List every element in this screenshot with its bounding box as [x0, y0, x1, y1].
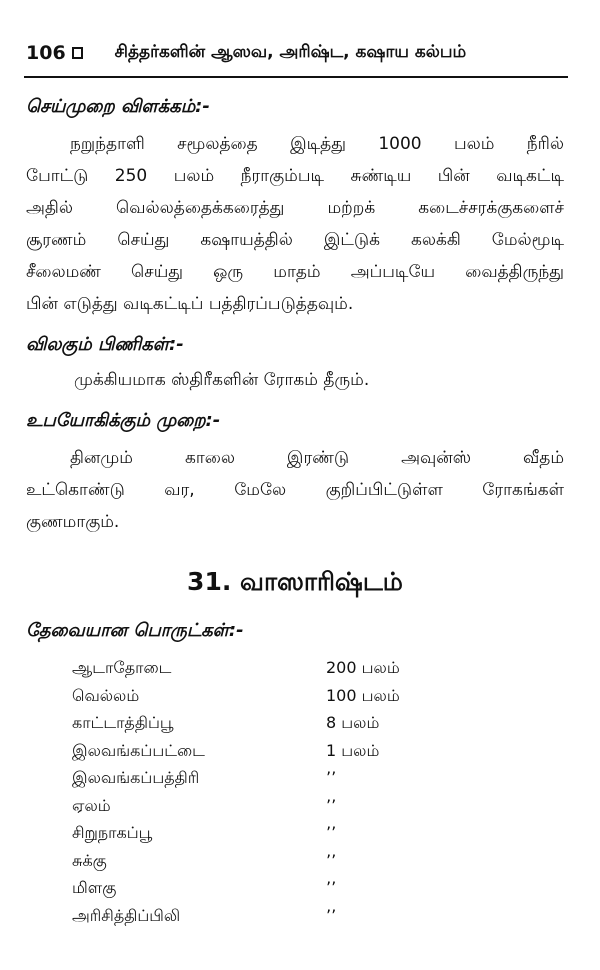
ingredient-name: ஏலம் — [72, 795, 111, 815]
ailments-heading: விலகும் பிணிகள்:- — [26, 334, 184, 355]
ingredient-name: சுக்கு — [72, 850, 107, 870]
list-item — [72, 764, 564, 792]
page-content — [26, 92, 564, 929]
list-item — [72, 847, 564, 875]
running-title: சித்தர்களின் ஆஸவ, அரிஷ்ட, கஷாய கல்பம் — [114, 42, 467, 62]
list-item — [72, 709, 564, 737]
paragraph-line: நறுந்தாளி சமூலத்தை இடித்து 1000 பலம் நீரில் — [70, 134, 564, 154]
ingredient-quantity: 8 பலம் — [326, 713, 380, 732]
ingredient-name: மிளகு — [72, 878, 117, 897]
ingredient-name: அரிசித்திப்பிலி — [72, 905, 181, 925]
ingredient-quantity: 200 பலம் — [326, 658, 400, 677]
ingredient-quantity: ’’ — [326, 850, 337, 870]
paragraph-line: சூரணம் செய்து கஷாயத்தில் இட்டுக் கலக்கி மேல்மூடி — [26, 230, 564, 250]
ailments-section — [26, 330, 564, 396]
list-item — [72, 654, 564, 682]
paragraph-line: குணமாகும். — [26, 512, 120, 532]
ailments-text: முக்கியமாக ஸ்திரீகளின் ரோகம் தீரும். — [74, 370, 370, 390]
ingredients-list — [26, 654, 564, 929]
preparation-heading: செய்முறை விளக்கம்:- — [26, 96, 210, 117]
list-item — [72, 819, 564, 847]
list-item — [72, 874, 564, 902]
paragraph-line: சீலைமண் செய்து ஒரு மாதம் அப்படியே வைத்திருந்து — [26, 262, 564, 282]
list-item — [72, 737, 564, 765]
list-item — [72, 792, 564, 820]
ingredient-name: சிறுநாகப்பூ — [72, 823, 153, 842]
ingredients-section — [26, 616, 564, 929]
usage-paragraph — [26, 442, 564, 538]
ingredient-name: ஆடாதோடை — [72, 658, 172, 677]
ingredients-heading: தேவையான பொருட்கள்:- — [26, 620, 244, 641]
ingredient-name: இலவங்கப்பத்திரி — [72, 768, 200, 787]
section-title: 31. வாஸாரிஷ்டம் — [187, 567, 403, 596]
ingredient-quantity: ’’ — [326, 823, 337, 842]
paragraph-line: போட்டு 250 பலம் நீராகும்படி சுண்டிய பின் வடிகட்டி — [26, 166, 564, 186]
page-header — [26, 36, 566, 70]
preparation-paragraph — [26, 128, 564, 320]
ingredient-quantity: ’’ — [326, 768, 337, 787]
paragraph-line: பின் எடுத்து வடிகட்டிப் பத்திரப்படுத்தவும். — [26, 294, 354, 314]
header-rule — [24, 76, 568, 78]
usage-heading: உபயோகிக்கும் முறை:- — [26, 410, 221, 431]
ingredient-name: இலவங்கப்பட்டை — [72, 740, 205, 760]
page-number: 106 — [26, 42, 66, 64]
preparation-section — [26, 92, 564, 320]
paragraph-line: உட்கொண்டு வர, மேலே குறிப்பிட்டுள்ள ரோகங்கள் — [26, 480, 564, 500]
ingredient-quantity: 100 பலம் — [326, 685, 400, 705]
ingredient-quantity: ’’ — [326, 905, 337, 925]
page-number-box-icon — [72, 47, 83, 59]
ingredient-name: காட்டாத்திப்பூ — [72, 713, 174, 732]
ingredient-quantity: ’’ — [326, 878, 337, 897]
list-item — [72, 682, 564, 710]
usage-section — [26, 406, 564, 538]
paragraph-line: தினமும் காலை இரண்டு அவுன்ஸ் வீதம் — [70, 448, 564, 468]
paragraph-line: அதில் வெல்லத்தைக்கரைத்து மற்றக் கடைச்சரக்குகளைச் — [26, 198, 564, 218]
ingredient-quantity: ’’ — [326, 795, 337, 815]
ingredient-name: வெல்லம் — [72, 685, 140, 705]
list-item — [72, 902, 564, 930]
ingredient-quantity: 1 பலம் — [326, 740, 380, 760]
